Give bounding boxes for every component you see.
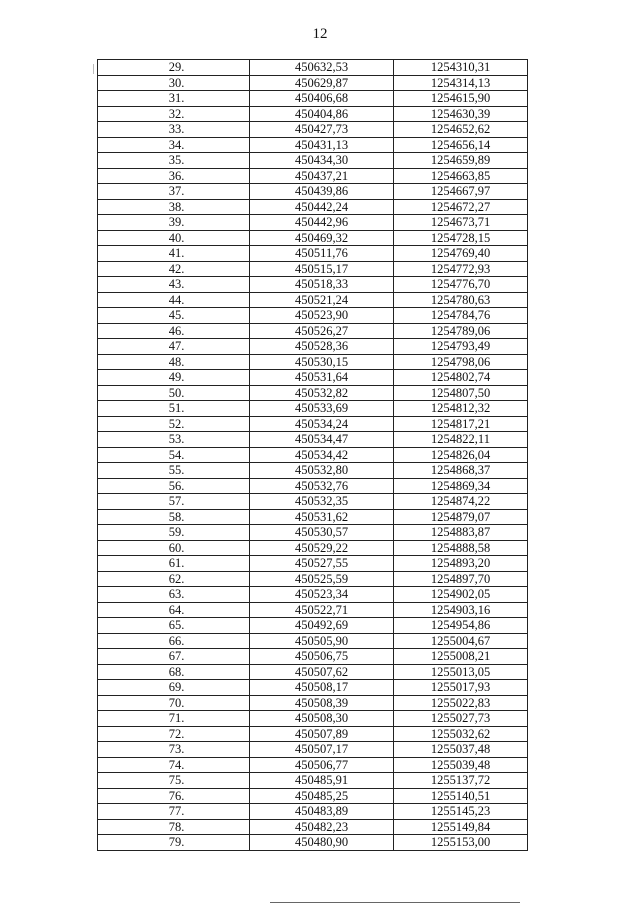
y-coordinate-cell: 1254879,07 [394,509,528,525]
table-row [98,91,528,107]
y-coordinate-cell: 1255137,72 [394,773,528,789]
y-coordinate-cell: 1254314,13 [394,75,528,91]
y-coordinate-cell: 1254822,11 [394,432,528,448]
table-row [98,292,528,308]
table-row [98,199,528,215]
point-number-cell: 29. [98,60,250,76]
table-row [98,618,528,634]
table-row [98,277,528,293]
y-coordinate-cell: 1254728,15 [394,230,528,246]
point-number-cell: 71. [98,711,250,727]
table-row [98,385,528,401]
point-number-cell: 40. [98,230,250,246]
y-coordinate-cell: 1254954,86 [394,618,528,634]
table-row [98,416,528,432]
y-coordinate-cell: 1254903,16 [394,602,528,618]
x-coordinate-cell: 450632,53 [250,60,394,76]
point-number-cell: 37. [98,184,250,200]
point-number-cell: 53. [98,432,250,448]
point-number-cell: 42. [98,261,250,277]
table-row [98,494,528,510]
x-coordinate-cell: 450505,90 [250,633,394,649]
x-coordinate-cell: 450434,30 [250,153,394,169]
y-coordinate-cell: 1255039,48 [394,757,528,773]
table-row [98,261,528,277]
table-row [98,75,528,91]
table-row [98,184,528,200]
point-number-cell: 77. [98,804,250,820]
x-coordinate-cell: 450508,17 [250,680,394,696]
y-coordinate-cell: 1255008,21 [394,649,528,665]
x-coordinate-cell: 450507,89 [250,726,394,742]
x-coordinate-cell: 450534,42 [250,447,394,463]
y-coordinate-cell: 1255140,51 [394,788,528,804]
table-row [98,323,528,339]
y-coordinate-cell: 1254789,06 [394,323,528,339]
x-coordinate-cell: 450507,17 [250,742,394,758]
table-row [98,819,528,835]
coordinates-table [97,59,528,851]
y-coordinate-cell: 1254776,70 [394,277,528,293]
point-number-cell: 55. [98,463,250,479]
point-number-cell: 52. [98,416,250,432]
table-row [98,525,528,541]
table-row [98,509,528,525]
point-number-cell: 64. [98,602,250,618]
point-number-cell: 76. [98,788,250,804]
point-number-cell: 67. [98,649,250,665]
y-coordinate-cell: 1254826,04 [394,447,528,463]
table-row [98,447,528,463]
page-number: 12 [312,26,328,42]
y-coordinate-cell: 1254802,74 [394,370,528,386]
table-row [98,339,528,355]
x-coordinate-cell: 450480,90 [250,835,394,851]
y-coordinate-cell: 1254769,40 [394,246,528,262]
x-coordinate-cell: 450431,13 [250,137,394,153]
table-row [98,122,528,138]
coordinates-table-body [98,60,528,851]
x-coordinate-cell: 450508,39 [250,695,394,711]
x-coordinate-cell: 450469,32 [250,230,394,246]
y-coordinate-cell: 1254817,21 [394,416,528,432]
point-number-cell: 74. [98,757,250,773]
x-coordinate-cell: 450530,57 [250,525,394,541]
x-coordinate-cell: 450532,80 [250,463,394,479]
point-number-cell: 51. [98,401,250,417]
table-row [98,587,528,603]
point-number-cell: 33. [98,122,250,138]
y-coordinate-cell: 1254656,14 [394,137,528,153]
table-row [98,680,528,696]
point-number-cell: 57. [98,494,250,510]
point-number-cell: 44. [98,292,250,308]
y-coordinate-cell: 1254772,93 [394,261,528,277]
table-row [98,711,528,727]
table-row [98,463,528,479]
x-coordinate-cell: 450508,30 [250,711,394,727]
point-number-cell: 66. [98,633,250,649]
table-row [98,370,528,386]
x-coordinate-cell: 450483,89 [250,804,394,820]
bottom-rule [270,902,520,903]
x-coordinate-cell: 450507,62 [250,664,394,680]
y-coordinate-cell: 1254868,37 [394,463,528,479]
y-coordinate-cell: 1254874,22 [394,494,528,510]
y-coordinate-cell: 1255037,48 [394,742,528,758]
point-number-cell: 60. [98,540,250,556]
table-row [98,60,528,76]
y-coordinate-cell: 1254888,58 [394,540,528,556]
table-row [98,540,528,556]
table-row [98,153,528,169]
point-number-cell: 73. [98,742,250,758]
y-coordinate-cell: 1254663,85 [394,168,528,184]
table-row [98,432,528,448]
table-row [98,401,528,417]
point-number-cell: 35. [98,153,250,169]
y-coordinate-cell: 1254798,06 [394,354,528,370]
point-number-cell: 56. [98,478,250,494]
x-coordinate-cell: 450511,76 [250,246,394,262]
point-number-cell: 62. [98,571,250,587]
y-coordinate-cell: 1254615,90 [394,91,528,107]
x-coordinate-cell: 450523,34 [250,587,394,603]
point-number-cell: 34. [98,137,250,153]
x-coordinate-cell: 450629,87 [250,75,394,91]
x-coordinate-cell: 450506,75 [250,649,394,665]
point-number-cell: 61. [98,556,250,572]
y-coordinate-cell: 1254807,50 [394,385,528,401]
x-coordinate-cell: 450406,68 [250,91,394,107]
y-coordinate-cell: 1254883,87 [394,525,528,541]
table-row [98,664,528,680]
x-coordinate-cell: 450442,24 [250,199,394,215]
x-coordinate-cell: 450437,21 [250,168,394,184]
point-number-cell: 63. [98,587,250,603]
x-coordinate-cell: 450532,35 [250,494,394,510]
table-row [98,246,528,262]
y-coordinate-cell: 1254672,27 [394,199,528,215]
point-number-cell: 78. [98,819,250,835]
y-coordinate-cell: 1254652,62 [394,122,528,138]
point-number-cell: 59. [98,525,250,541]
y-coordinate-cell: 1254630,39 [394,106,528,122]
y-coordinate-cell: 1255145,23 [394,804,528,820]
table-row [98,137,528,153]
point-number-cell: 79. [98,835,250,851]
x-coordinate-cell: 450518,33 [250,277,394,293]
table-row [98,788,528,804]
x-coordinate-cell: 450521,24 [250,292,394,308]
y-coordinate-cell: 1255153,00 [394,835,528,851]
table-row [98,106,528,122]
x-coordinate-cell: 450531,64 [250,370,394,386]
point-number-cell: 36. [98,168,250,184]
table-row [98,773,528,789]
y-coordinate-cell: 1254902,05 [394,587,528,603]
y-coordinate-cell: 1255027,73 [394,711,528,727]
table-row [98,308,528,324]
y-coordinate-cell: 1254793,49 [394,339,528,355]
y-coordinate-cell: 1255149,84 [394,819,528,835]
y-coordinate-cell: 1255013,05 [394,664,528,680]
table-row [98,695,528,711]
table-row [98,835,528,851]
y-coordinate-cell: 1254893,20 [394,556,528,572]
point-number-cell: 38. [98,199,250,215]
x-coordinate-cell: 450528,36 [250,339,394,355]
y-coordinate-cell: 1254784,76 [394,308,528,324]
y-coordinate-cell: 1254897,70 [394,571,528,587]
point-number-cell: 69. [98,680,250,696]
point-number-cell: 65. [98,618,250,634]
point-number-cell: 68. [98,664,250,680]
table-row [98,757,528,773]
table-row [98,478,528,494]
x-coordinate-cell: 450492,69 [250,618,394,634]
table-row [98,215,528,231]
x-coordinate-cell: 450427,73 [250,122,394,138]
y-coordinate-cell: 1254673,71 [394,215,528,231]
x-coordinate-cell: 450404,86 [250,106,394,122]
point-number-cell: 43. [98,277,250,293]
x-coordinate-cell: 450482,23 [250,819,394,835]
point-number-cell: 30. [98,75,250,91]
scan-edge-mark [93,64,94,74]
x-coordinate-cell: 450529,22 [250,540,394,556]
table-row [98,354,528,370]
table-row [98,571,528,587]
y-coordinate-cell: 1254659,89 [394,153,528,169]
x-coordinate-cell: 450531,62 [250,509,394,525]
point-number-cell: 47. [98,339,250,355]
x-coordinate-cell: 450534,47 [250,432,394,448]
point-number-cell: 32. [98,106,250,122]
table-row [98,602,528,618]
y-coordinate-cell: 1254780,63 [394,292,528,308]
x-coordinate-cell: 450532,76 [250,478,394,494]
y-coordinate-cell: 1255017,93 [394,680,528,696]
table-row [98,633,528,649]
y-coordinate-cell: 1254812,32 [394,401,528,417]
x-coordinate-cell: 450439,86 [250,184,394,200]
point-number-cell: 49. [98,370,250,386]
x-coordinate-cell: 450526,27 [250,323,394,339]
x-coordinate-cell: 450485,25 [250,788,394,804]
point-number-cell: 70. [98,695,250,711]
x-coordinate-cell: 450532,82 [250,385,394,401]
table-row [98,230,528,246]
y-coordinate-cell: 1255022,83 [394,695,528,711]
table-row [98,168,528,184]
x-coordinate-cell: 450530,15 [250,354,394,370]
point-number-cell: 31. [98,91,250,107]
point-number-cell: 45. [98,308,250,324]
x-coordinate-cell: 450523,90 [250,308,394,324]
point-number-cell: 58. [98,509,250,525]
x-coordinate-cell: 450534,24 [250,416,394,432]
table-row [98,649,528,665]
point-number-cell: 39. [98,215,250,231]
point-number-cell: 41. [98,246,250,262]
y-coordinate-cell: 1255032,62 [394,726,528,742]
point-number-cell: 72. [98,726,250,742]
x-coordinate-cell: 450533,69 [250,401,394,417]
x-coordinate-cell: 450522,71 [250,602,394,618]
table-row [98,556,528,572]
y-coordinate-cell: 1254869,34 [394,478,528,494]
x-coordinate-cell: 450442,96 [250,215,394,231]
x-coordinate-cell: 450485,91 [250,773,394,789]
x-coordinate-cell: 450525,59 [250,571,394,587]
table-row [98,804,528,820]
point-number-cell: 75. [98,773,250,789]
point-number-cell: 54. [98,447,250,463]
y-coordinate-cell: 1254310,31 [394,60,528,76]
point-number-cell: 46. [98,323,250,339]
table-row [98,726,528,742]
x-coordinate-cell: 450506,77 [250,757,394,773]
point-number-cell: 50. [98,385,250,401]
x-coordinate-cell: 450527,55 [250,556,394,572]
point-number-cell: 48. [98,354,250,370]
table-row [98,742,528,758]
y-coordinate-cell: 1254667,97 [394,184,528,200]
y-coordinate-cell: 1255004,67 [394,633,528,649]
x-coordinate-cell: 450515,17 [250,261,394,277]
